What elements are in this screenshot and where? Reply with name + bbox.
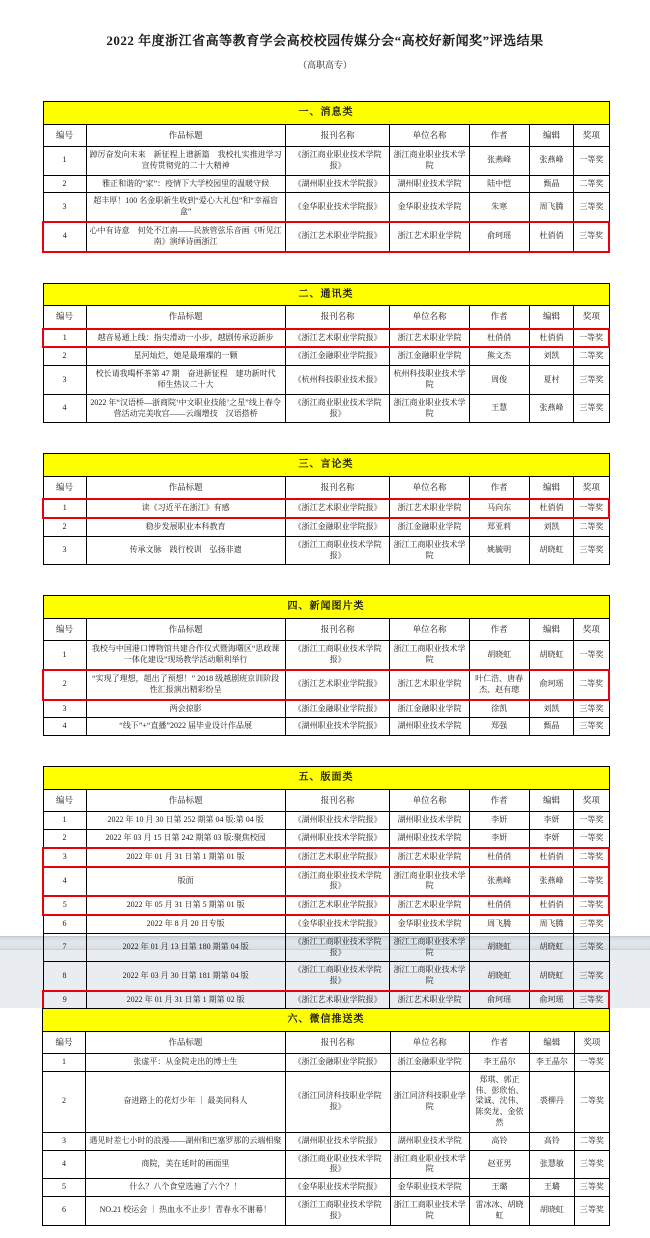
table-row-highlighted [43,896,609,915]
cell-unit: 湖州职业技术学院 [390,718,469,736]
column-header: 编辑 [529,476,574,499]
section-title: 五、版面类 [43,767,609,790]
cell-author: 郑亚莉 [469,518,529,536]
table-row [43,366,609,395]
column-header: 作品标题 [86,1031,286,1053]
cell-unit: 湖州职业技术学院 [390,812,469,830]
cell-author: 陆中恺 [469,175,529,193]
cell-award: 一等奖 [574,499,609,518]
cell-award: 三等奖 [574,915,609,933]
cell-editor: 杜俏俏 [529,329,574,348]
section-title: 一、消息类 [43,102,609,125]
cell-author: 俞珂瑶 [469,222,529,252]
cell-no: 1 [43,812,86,830]
cell-publication: 《浙江艺术职业学院报》 [285,329,390,348]
cell-work: 2022 年 01 月 31 日第 1 期第 02 版 [86,991,285,1010]
cell-author: 张燕峰 [469,146,529,175]
cell-award: 一等奖 [574,1053,609,1071]
table-row [43,193,609,222]
cell-author: 胡晓虹 [469,641,529,670]
cell-no: 2 [43,175,86,193]
cell-publication: 《浙江艺术职业学院报》 [285,499,390,518]
cell-editor: 张燕峰 [529,867,574,897]
table-row [43,718,609,736]
table-row [43,933,609,962]
cell-publication: 《浙江工商职业技术学院报》 [285,962,390,991]
table-row [43,518,609,536]
cell-editor: 张燕峰 [529,146,574,175]
table-row-highlighted [43,499,609,518]
column-header: 奖项 [574,124,609,146]
table-row [43,175,609,193]
table-row [43,347,609,365]
cell-publication: 《金华职业技术学院报》 [285,915,390,933]
cell-work: “线下”+“直播”2022 届毕业设计作品展 [86,718,285,736]
cell-author: 郑琪、郭正伟、彭欣怡、梁诚、沈伟、陈奕龙、金依然 [469,1071,529,1132]
column-header: 奖项 [574,618,609,640]
column-header: 编辑 [529,306,574,329]
cell-publication: 《浙江金融职业学院报》 [285,1053,390,1071]
cell-publication: 《浙江金融职业学院报》 [285,347,390,365]
cell-author: 李王晶尔 [469,1053,529,1071]
table-row [43,1071,610,1132]
cell-publication: 《浙江同济科技职业学院报》 [285,1071,390,1132]
cell-publication: 《浙江艺术职业学院报》 [285,848,390,867]
cell-no: 2 [43,518,86,536]
column-header: 作品标题 [86,476,285,499]
cell-unit: 湖州职业技术学院 [390,829,469,847]
awards-table [42,766,610,1011]
cell-work: 星河灿烂，她是最璀璨的一颗 [86,347,285,365]
section-title: 六、微信推送类 [43,1009,610,1032]
cell-work: 读《习近平在浙江》有感 [86,499,285,518]
section-title: 三、言论类 [43,454,609,477]
column-header: 作者 [469,124,529,146]
column-header: 作者 [469,618,529,640]
cell-no: 8 [43,962,86,991]
column-header: 作者 [469,306,529,329]
cell-author: 胡晓虹 [469,933,529,962]
cell-award: 一等奖 [574,329,609,348]
cell-author: 王璐 [469,1179,529,1197]
cell-work: 2022 年“汉语桥—浙商院‘中文职业技能’之星”线上春令营活动完美收官——云端增技 汉语搭桥 [86,394,285,423]
cell-author: 李妍 [469,812,529,830]
cell-award: 三等奖 [574,933,609,962]
cell-award: 三等奖 [574,1150,609,1179]
column-header: 作品标题 [86,789,285,811]
column-header: 单位名称 [390,1031,469,1053]
column-header: 编号 [43,306,86,329]
cell-work: 什么？八个食堂选遍了六个？！ [86,1179,286,1197]
cell-editor: 杜俏俏 [529,499,574,518]
cell-unit: 浙江艺术职业学院 [390,670,469,700]
column-header: 编辑 [529,789,574,811]
cell-author: 赵亚男 [469,1150,529,1179]
cell-publication: 《浙江艺术职业学院报》 [285,222,390,252]
cell-author: 王慧 [469,394,529,423]
cell-no: 6 [43,915,86,933]
cell-publication: 《浙江艺术职业学院报》 [285,991,390,1010]
cell-award: 三等奖 [574,366,609,395]
cell-editor: 李妍 [529,829,574,847]
column-header: 编号 [43,476,86,499]
cell-no: 2 [43,1071,86,1132]
cell-award: 二等奖 [574,1071,609,1132]
cell-work: 心中有诗意 何处不江南——民族管弦乐音画《听见江南》演绎诗画浙江 [86,222,285,252]
column-header: 编辑 [530,1031,575,1053]
cell-work: 张虚平：从金院走出的博士生 [86,1053,286,1071]
cell-no: 6 [43,1196,86,1225]
cell-work: 遇见时差七小时的浪漫——湖州和巴塞罗那的云端相聚 [86,1132,286,1150]
cell-unit: 浙江艺术职业学院 [390,896,469,915]
cell-unit: 湖州职业技术学院 [390,1132,469,1150]
cell-no: 9 [43,991,86,1010]
column-header: 报刊名称 [285,618,390,640]
cell-award: 二等奖 [574,175,609,193]
cell-work: 版面 [86,867,285,897]
cell-author: 李妍 [469,829,529,847]
cell-award: 三等奖 [574,718,609,736]
cell-no: 3 [43,193,86,222]
cell-editor: 刘凯 [529,700,574,718]
cell-work: 2022 年 05 月 31 日第 5 期第 01 版 [86,896,285,915]
cell-publication: 《浙江工商职业技术学院报》 [285,1196,390,1225]
cell-unit: 浙江商业职业技术学院 [390,867,469,897]
cell-no: 2 [43,670,86,700]
column-header: 报刊名称 [285,476,390,499]
awards-table [42,453,610,565]
cell-unit: 湖州职业技术学院 [390,175,469,193]
cell-no: 3 [43,536,86,565]
cell-publication: 《浙江艺术职业学院报》 [285,896,390,915]
cell-unit: 浙江同济科技职业学院 [390,1071,469,1132]
cell-no: 3 [43,1132,86,1150]
cell-publication: 《湖州职业技术学院报》 [285,829,390,847]
cell-publication: 《浙江商业职业技术学院报》 [285,146,390,175]
cell-award: 二等奖 [574,347,609,365]
cell-editor: 周飞腾 [529,193,574,222]
cell-work: NO.21 校运会 ｜ 热血永不止步！青春永不谢幕！ [86,1196,286,1225]
cell-editor: 张燕峰 [529,394,574,423]
column-header: 报刊名称 [285,789,390,811]
column-header: 单位名称 [390,306,469,329]
section-title: 四、新闻图片类 [43,596,609,619]
cell-award: 二等奖 [574,848,609,867]
cell-editor: 胡晓虹 [530,1196,575,1225]
cell-work: 商院，美在延时的画面里 [86,1150,286,1179]
cell-publication: 《浙江金融职业学院报》 [285,700,390,718]
cell-no: 5 [43,1179,86,1197]
cell-unit: 浙江工商职业技术学院 [390,641,469,670]
cell-editor: 胡晓虹 [529,962,574,991]
cell-work: 校长请我喝杯茶第 47 期 奋进新征程 建功新时代 师生热议二十大 [86,366,285,395]
document-subtitle: （高职高专） [297,60,352,70]
cell-no: 4 [43,867,86,897]
cell-work: 2022 年 8 月 20 日专版 [86,915,285,933]
cell-editor: 李妍 [529,812,574,830]
cell-award: 三等奖 [574,193,609,222]
cell-author: 周俊 [469,366,529,395]
cell-award: 一等奖 [574,146,609,175]
cell-author: 郑强 [469,718,529,736]
cell-unit: 浙江商业职业技术学院 [390,1150,469,1179]
cell-no: 2 [43,347,86,365]
cell-unit: 浙江工商职业技术学院 [390,933,469,962]
cell-editor: 刘凯 [529,518,574,536]
cell-publication: 《浙江艺术职业学院报》 [285,670,390,700]
cell-publication: 《杭州科技职业技术报》 [285,366,390,395]
cell-no: 4 [43,1150,86,1179]
table-row [43,394,609,423]
table-row [43,829,609,847]
cell-work: 雅正和谐的“家”：疫情下大学校园里的温暖守候 [86,175,285,193]
cell-unit: 浙江商业职业技术学院 [390,394,469,423]
cell-award: 三等奖 [574,991,609,1010]
cell-award: 二等奖 [574,896,609,915]
cell-work: 传承文脉 践行校训 弘扬非遗 [86,536,285,565]
column-header: 奖项 [574,1031,609,1053]
cell-author: 熊文杰 [469,347,529,365]
cell-author: 张燕峰 [469,867,529,897]
column-header: 单位名称 [390,789,469,811]
cell-award: 三等奖 [574,1196,609,1225]
cell-author: 徐凯 [469,700,529,718]
cell-unit: 浙江商业职业技术学院 [390,146,469,175]
cell-unit: 浙江金融职业学院 [390,1053,469,1071]
cell-editor: 杜俏俏 [529,848,574,867]
cell-no: 1 [43,329,86,348]
cell-award: 三等奖 [574,700,609,718]
table-row-highlighted [43,329,609,348]
column-header: 单位名称 [390,618,469,640]
page-2-sections [0,1008,650,1226]
cell-author: 胡晓虹 [469,962,529,991]
cell-work: 超丰厚！100 名金职新生收到“爱心大礼包”和“幸福盲盒” [86,193,285,222]
column-header: 编号 [43,124,86,146]
cell-editor: 张慧敏 [530,1150,575,1179]
cell-author: 周飞腾 [469,915,529,933]
cell-no: 1 [43,146,86,175]
cell-unit: 金华职业技术学院 [390,915,469,933]
table-row [43,1179,610,1197]
cell-no: 1 [43,499,86,518]
table-row [43,641,609,670]
column-header: 奖项 [574,306,609,329]
cell-unit: 浙江艺术职业学院 [390,499,469,518]
cell-editor: 杜俏俏 [529,222,574,252]
cell-editor: 杜俏俏 [529,896,574,915]
cell-award: 一等奖 [574,812,609,830]
column-header: 作品标题 [86,618,285,640]
column-header: 单位名称 [390,124,469,146]
column-header: 编号 [43,789,86,811]
cell-publication: 《浙江商业职业技术学院报》 [285,867,390,897]
cell-author: 雷冰冰、胡晓虹 [469,1196,529,1225]
cell-work: 稳步发展职业本科教育 [86,518,285,536]
column-header: 作品标题 [86,124,285,146]
cell-work: 2022 年 10 月 30 日第 252 期第 04 版:第 04 版 [86,812,285,830]
cell-award: 三等奖 [574,536,609,565]
table-row [43,812,609,830]
cell-editor: 甄晶 [529,718,574,736]
column-header: 奖项 [574,476,609,499]
cell-publication: 《浙江工商职业技术学院报》 [285,641,390,670]
cell-editor: 王璐 [530,1179,575,1197]
cell-author: 叶仁浩、唐春杰、赵有璁 [469,670,529,700]
cell-work: 越音易通上线：指尖滑动一小步，越剧传承迈新步 [86,329,285,348]
cell-publication: 《湖州职业技术学院报》 [285,1132,390,1150]
cell-editor: 李王晶尔 [530,1053,575,1071]
column-header: 报刊名称 [285,1031,390,1053]
cell-unit: 浙江工商职业技术学院 [390,536,469,565]
cell-award: 二等奖 [574,518,609,536]
cell-editor: 高铃 [530,1132,575,1150]
cell-work: “实现了理想，超出了预想！” 2018 级越剧班京训阶段性汇报演出精彩纷呈 [86,670,285,700]
cell-work: 2022 年 03 月 30 日第 181 期第 04 版 [86,962,285,991]
column-header: 编辑 [529,124,574,146]
cell-unit: 浙江金融职业学院 [390,700,469,718]
cell-unit: 金华职业技术学院 [390,1179,469,1197]
cell-publication: 《湖州职业技术学院报》 [285,175,390,193]
cell-editor: 刘凯 [529,347,574,365]
cell-editor: 甄晶 [529,175,574,193]
cell-work: 奋进路上的花灯少年 ｜ 最美同科人 [86,1071,286,1132]
document-title: 2022 年度浙江省高等教育学会高校校园传媒分会“高校好新闻奖”评选结果 [106,33,544,48]
cell-work: 2022 年 01 月 31 日第 1 期第 01 版 [86,848,285,867]
cell-no: 2 [43,829,86,847]
cell-no: 1 [43,1053,86,1071]
cell-editor: 裘柳丹 [530,1071,575,1132]
cell-author: 马向东 [469,499,529,518]
cell-author: 杜俏俏 [469,848,529,867]
cell-unit: 浙江艺术职业学院 [390,329,469,348]
page-1-sections [0,101,650,1011]
cell-editor: 夏村 [529,366,574,395]
table-row [43,962,609,991]
table-row [43,536,609,565]
cell-editor: 胡晓虹 [529,641,574,670]
cell-publication: 《浙江金融职业学院报》 [285,518,390,536]
column-header: 作者 [469,476,529,499]
cell-no: 4 [43,718,86,736]
table-row [43,1150,610,1179]
column-header: 编号 [43,1031,86,1053]
table-row [43,1053,610,1071]
awards-table [42,595,610,736]
cell-award: 二等奖 [574,867,609,897]
cell-award: 一等奖 [574,641,609,670]
cell-publication: 《浙江工商职业技术学院报》 [285,536,390,565]
cell-no: 5 [43,896,86,915]
cell-no: 4 [43,222,86,252]
cell-award: 二等奖 [574,1132,609,1150]
column-header: 作品标题 [86,306,285,329]
cell-award: 二等奖 [574,670,609,700]
awards-table [42,1008,610,1226]
cell-publication: 《浙江商业职业技术学院报》 [285,394,390,423]
table-row [43,1132,610,1150]
table-row-highlighted [43,670,609,700]
cell-award: 一等奖 [574,829,609,847]
cell-no: 3 [43,366,86,395]
section-title: 二、通讯类 [43,283,609,306]
cell-publication: 《湖州职业技术学院报》 [285,812,390,830]
column-header: 报刊名称 [285,306,390,329]
cell-author: 杜俏俏 [469,329,529,348]
column-header: 报刊名称 [285,124,390,146]
table-row [43,146,609,175]
table-row-highlighted [43,867,609,897]
cell-no: 1 [43,641,86,670]
cell-work: 2022 年 03 月 15 日第 242 期第 03 版:聚焦校园 [86,829,285,847]
cell-editor: 周飞腾 [529,915,574,933]
cell-author: 俞珂瑶 [469,991,529,1010]
column-header: 作者 [469,1031,529,1053]
cell-author: 杜俏俏 [469,896,529,915]
cell-publication: 《浙江工商职业技术学院报》 [285,933,390,962]
cell-award: 三等奖 [574,394,609,423]
column-header: 编辑 [529,618,574,640]
cell-publication: 《金华职业技术学院报》 [285,193,390,222]
column-header: 奖项 [574,789,609,811]
document-page-2 [0,1008,650,1238]
cell-work: 2022 年 01 月 13 日第 180 期第 04 版 [86,933,285,962]
cell-work: 两会掠影 [86,700,285,718]
cell-unit: 浙江金融职业学院 [390,347,469,365]
cell-author: 姚毓明 [469,536,529,565]
cell-unit: 浙江工商职业技术学院 [390,962,469,991]
cell-no: 4 [43,394,86,423]
awards-table [42,283,610,424]
cell-unit: 浙江工商职业技术学院 [390,1196,469,1225]
cell-author: 高铃 [469,1132,529,1150]
cell-editor: 胡晓虹 [529,933,574,962]
table-row-highlighted [43,222,609,252]
cell-unit: 浙江艺术职业学院 [390,222,469,252]
table-row-highlighted [43,991,609,1010]
table-row [43,700,609,718]
cell-award: 三等奖 [574,962,609,991]
cell-unit: 浙江艺术职业学院 [390,848,469,867]
cell-publication: 《浙江商业职业技术学院报》 [285,1150,390,1179]
cell-no: 3 [43,848,86,867]
cell-editor: 胡晓虹 [529,536,574,565]
cell-unit: 浙江艺术职业学院 [390,991,469,1010]
cell-editor: 俞珂瑶 [529,991,574,1010]
table-row [43,915,609,933]
column-header: 编号 [43,618,86,640]
cell-publication: 《湖州职业技术学院报》 [285,718,390,736]
cell-award: 三等奖 [574,1179,609,1197]
column-header: 单位名称 [390,476,469,499]
cell-award: 三等奖 [574,222,609,252]
cell-publication: 《金华职业技术学院报》 [285,1179,390,1197]
cell-no: 7 [43,933,86,962]
column-header: 作者 [469,789,529,811]
cell-work: 我校与中国港口博物馆共建合作仪式暨海曙区“思政课一体化建设”现场教学活动顺利举行 [86,641,285,670]
awards-table [42,101,610,253]
cell-editor: 俞珂瑶 [529,670,574,700]
cell-unit: 金华职业技术学院 [390,193,469,222]
cell-unit: 浙江金融职业学院 [390,518,469,536]
table-row-highlighted [43,848,609,867]
cell-unit: 杭州科技职业技术学院 [390,366,469,395]
table-row [43,1196,610,1225]
cell-work: 踔厉奋发向未来 新征程上谱新篇 我校扎实推进学习宣传贯彻党的二十大精神 [86,146,285,175]
cell-no: 3 [43,700,86,718]
cell-author: 朱寒 [469,193,529,222]
